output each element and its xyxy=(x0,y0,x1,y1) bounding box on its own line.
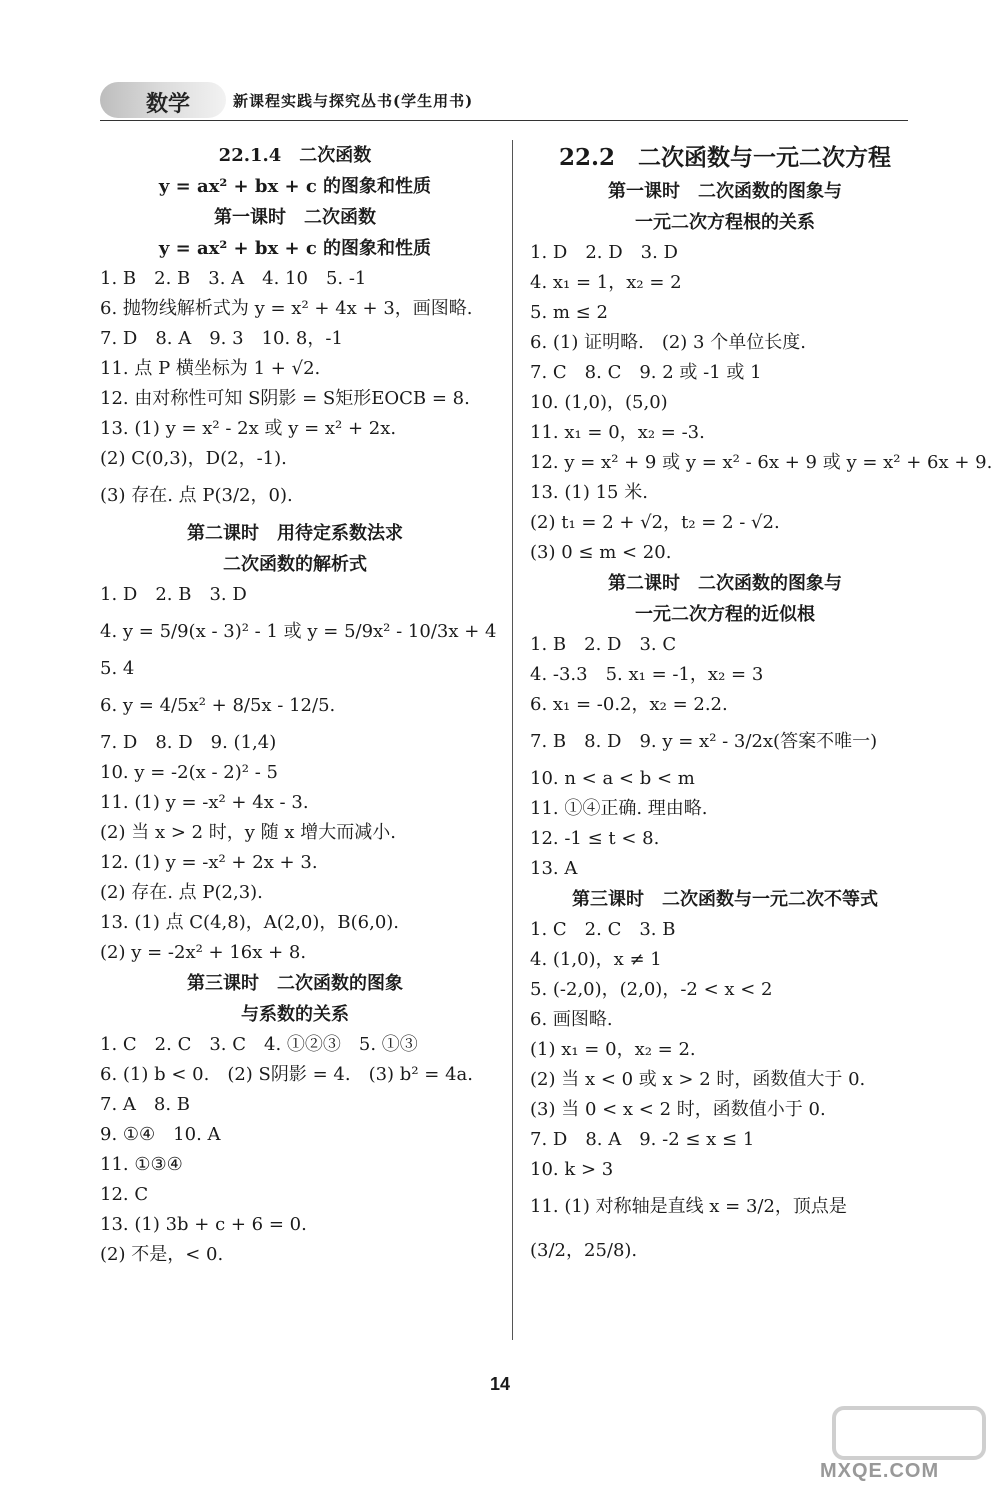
column-divider xyxy=(512,140,513,1340)
subject-badge xyxy=(100,82,226,118)
answer-line: (3/2，25/8). xyxy=(530,1240,638,1261)
answer-line: (2) y = -2x² + 16x + 8. xyxy=(100,942,307,963)
page-number: 14 xyxy=(489,1374,511,1394)
answer-line: 1. D 2. D 3. D xyxy=(530,242,678,263)
answer-line: 1. C 2. C 3. B xyxy=(530,919,676,940)
answer-line: 4. x₁ = 1，x₂ = 2 xyxy=(530,272,682,293)
answer-line: 12. y = x² + 9 或 y = x² - 6x + 9 或 y = x² + 6x + 9. xyxy=(530,452,993,473)
answer-line: 10. y = -2(x - 2)² - 5 xyxy=(100,762,278,783)
answer-line: 5. 4 xyxy=(100,658,135,679)
section-heading: 一元二次方程的近似根 xyxy=(635,604,815,625)
answer-line: 5. (-2,0)，(2,0)，-2 < x < 2 xyxy=(530,979,773,1000)
answer-line: (2) 存在. 点 P(2,3). xyxy=(100,882,263,903)
answer-line: (2) 不是，< 0. xyxy=(100,1244,224,1265)
section-heading: 第一课时 二次函数的图象与 xyxy=(608,181,842,202)
answer-line: 11. ①③④ xyxy=(100,1154,183,1175)
answer-line: 10. n < a < b < m xyxy=(530,768,695,789)
section-heading: 第二课时 二次函数的图象与 xyxy=(608,573,842,594)
answer-line: 12. (1) y = -x² + 2x + 3. xyxy=(100,852,318,873)
answer-line: 5. m ≤ 2 xyxy=(530,302,608,323)
answer-line: 1. B 2. D 3. C xyxy=(530,634,677,655)
answer-line: 11. 点 P 横坐标为 1 + √2. xyxy=(100,358,321,379)
section-heading: 22.1.4 二次函数 xyxy=(218,145,372,166)
answer-line: 13. A xyxy=(530,858,578,879)
answer-line: 9. ①④ 10. A xyxy=(100,1124,221,1145)
answer-line: 11. ①④正确. 理由略. xyxy=(530,798,708,819)
answer-line: (3) 0 ≤ m < 20. xyxy=(530,542,672,563)
answer-line: (3) 当 0 < x < 2 时，函数值小于 0. xyxy=(530,1099,826,1120)
section-heading: 第一课时 二次函数 xyxy=(214,207,376,228)
section-heading: 第三课时 二次函数与一元二次不等式 xyxy=(572,889,878,910)
answer-line: (2) 当 x < 0 或 x > 2 时，函数值大于 0. xyxy=(530,1069,866,1090)
subject-label: 数学 xyxy=(146,91,191,117)
watermark-text: MXQE.COM xyxy=(820,1460,940,1482)
answer-line: 4. y = 5/9(x - 3)² - 1 或 y = 5/9x² - 10/3x + 4 xyxy=(100,621,497,642)
answer-line: 6. 抛物线解析式为 y = x² + 4x + 3，画图略. xyxy=(100,298,473,319)
section-heading: 与系数的关系 xyxy=(241,1004,349,1025)
answer-line: (2) C(0,3)，D(2，-1). xyxy=(100,448,287,469)
answer-line: 10. (1,0)，(5,0) xyxy=(530,392,668,413)
section-heading: y = ax² + bx + c 的图象和性质 xyxy=(158,238,432,259)
answer-line: 7. C 8. C 9. 2 或 -1 或 1 xyxy=(530,362,762,383)
answer-line: 12. -1 ≤ t < 8. xyxy=(530,828,660,849)
answer-line: 6. x₁ = -0.2，x₂ = 2.2. xyxy=(530,694,728,715)
section-heading: 第三课时 二次函数的图象 xyxy=(187,973,403,994)
answer-line: 13. (1) 15 米. xyxy=(530,482,648,503)
answer-line: 13. (1) 3b + c + 6 = 0. xyxy=(100,1214,307,1235)
section-heading: 22.2 二次函数与一元二次方程 xyxy=(558,144,892,171)
answer-line: 7. B 8. D 9. y = x² - 3/2x(答案不唯一) xyxy=(530,731,878,752)
section-heading: 二次函数的解析式 xyxy=(223,554,367,575)
answer-line: 12. 由对称性可知 S阴影 = S矩形EOCB = 8. xyxy=(100,388,470,409)
answer-line: (3) 存在. 点 P(3/2，0). xyxy=(100,485,293,506)
answer-line: 4. -3.3 5. x₁ = -1，x₂ = 3 xyxy=(530,664,764,685)
page-header xyxy=(100,78,480,120)
left-column xyxy=(100,140,497,1270)
series-title: 新课程实践与探究丛书(学生用书) xyxy=(233,92,474,110)
answer-line: 10. k > 3 xyxy=(530,1159,614,1180)
answer-line: (1) x₁ = 0，x₂ = 2. xyxy=(530,1039,696,1060)
right-column xyxy=(530,140,993,1273)
header-rule xyxy=(100,120,908,121)
answer-line: 1. C 2. C 3. C 4. ①②③ 5. ①③ xyxy=(100,1034,418,1055)
answer-line: 11. (1) y = -x² + 4x - 3. xyxy=(100,792,309,813)
answer-line: 6. (1) b < 0. (2) S阴影 = 4. (3) b² = 4a. xyxy=(100,1064,473,1085)
answer-line: 11. x₁ = 0，x₂ = -3. xyxy=(530,422,705,443)
answer-line: 6. y = 4/5x² + 8/5x - 12/5. xyxy=(100,695,336,716)
answer-line: 7. D 8. A 9. -2 ≤ x ≤ 1 xyxy=(530,1129,755,1150)
answer-line: 7. A 8. B xyxy=(100,1094,191,1115)
answer-line: 6. 画图略. xyxy=(530,1009,613,1030)
answer-line: (2) t₁ = 2 + √2，t₂ = 2 - √2. xyxy=(530,512,780,533)
answer-line: 7. D 8. A 9. 3 10. 8，-1 xyxy=(100,328,343,349)
answer-line: 13. (1) 点 C(4,8)，A(2,0)，B(6,0). xyxy=(100,912,400,933)
answer-line: 1. D 2. B 3. D xyxy=(100,584,247,605)
answer-line: 6. (1) 证明略. (2) 3 个单位长度. xyxy=(530,332,806,353)
section-heading: 第二课时 用待定系数法求 xyxy=(187,523,403,544)
answer-line: 7. D 8. D 9. (1,4) xyxy=(100,732,277,753)
answer-line: 4. (1,0)，x ≠ 1 xyxy=(530,949,662,970)
section-heading: 一元二次方程根的关系 xyxy=(635,212,815,233)
answer-line: 12. C xyxy=(100,1184,149,1205)
answer-line: 11. (1) 对称轴是直线 x = 3/2，顶点是 xyxy=(530,1196,847,1217)
answer-line: (2) 当 x > 2 时，y 随 x 增大而减小. xyxy=(100,822,396,843)
answer-line: 13. (1) y = x² - 2x 或 y = x² + 2x. xyxy=(100,418,397,439)
answer-line: 1. B 2. B 3. A 4. 10 5. -1 xyxy=(100,268,367,289)
section-heading: y = ax² + bx + c 的图象和性质 xyxy=(158,176,432,197)
